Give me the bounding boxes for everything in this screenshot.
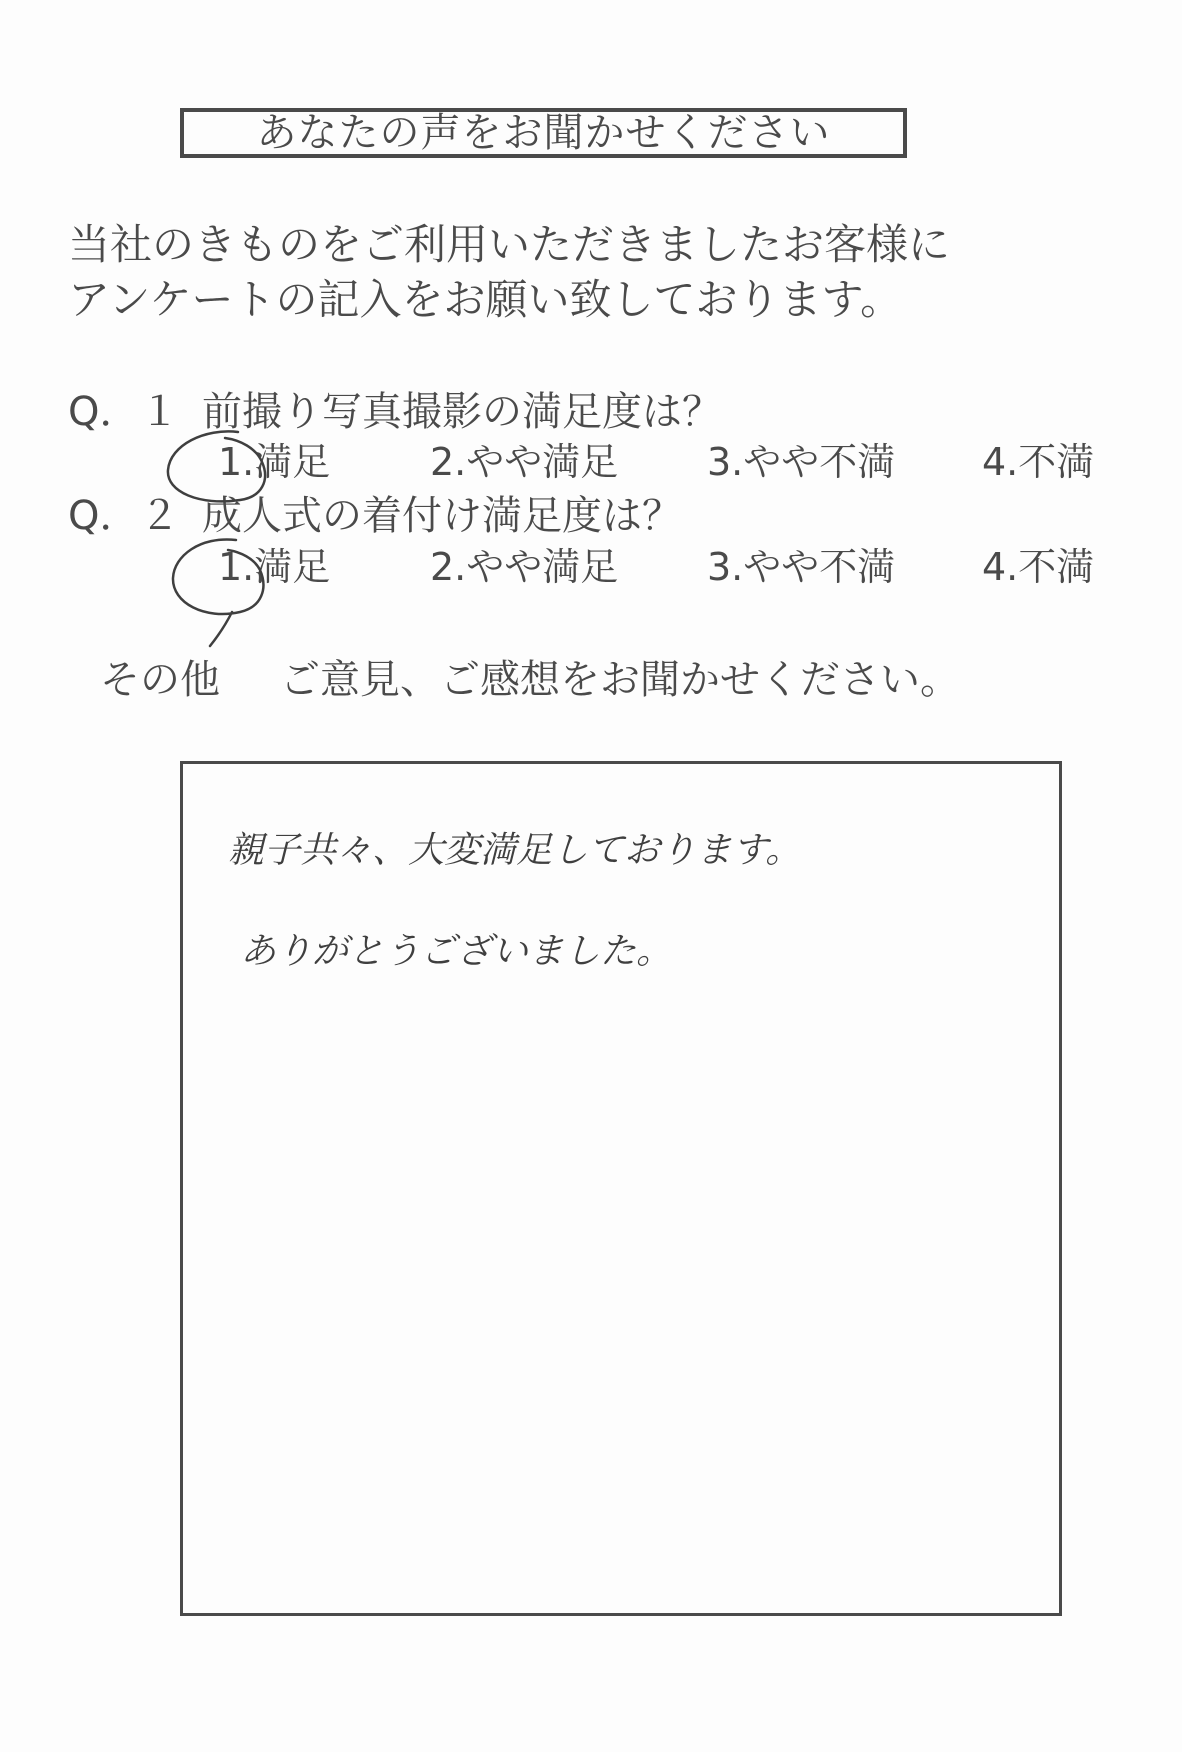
comment-line-1: 親子共々、大変満足しております。 [228, 830, 802, 871]
other-label: その他 [100, 657, 220, 703]
intro-line-2: アンケートの記入をお願い致しております。 [68, 275, 903, 324]
question-2-option-4[interactable]: 4.不満 [982, 545, 1095, 589]
question-1-text: 前撮り写真撮影の満足度は？ [202, 389, 722, 435]
question-2-text: 成人式の着付け満足度は？ [202, 493, 682, 539]
form-title-text: あなたの声をお聞かせください [256, 110, 831, 156]
intro-line-1: 当社のきものをご利用いただきましたお客様に [68, 220, 951, 269]
question-1-option-2[interactable]: 2.やや満足 [430, 440, 619, 484]
question-2-option-1[interactable]: 1.満足 [218, 545, 331, 589]
question-1-label: Q．１ [68, 389, 180, 435]
question-1-option-3[interactable]: 3.やや不満 [707, 440, 896, 484]
comment-box[interactable] [180, 761, 1062, 1616]
question-2-label: Q．２ [68, 493, 180, 539]
comment-line-2: ありがとうございました。 [240, 931, 673, 972]
question-2-option-2[interactable]: 2.やや満足 [430, 545, 619, 589]
other-prompt: ご意見、ご感想をお聞かせください。 [280, 657, 960, 703]
form-title [180, 108, 907, 158]
question-1-option-1[interactable]: 1.満足 [218, 440, 331, 484]
question-1-option-4[interactable]: 4.不満 [982, 440, 1095, 484]
question-2-option-3[interactable]: 3.やや不満 [707, 545, 896, 589]
